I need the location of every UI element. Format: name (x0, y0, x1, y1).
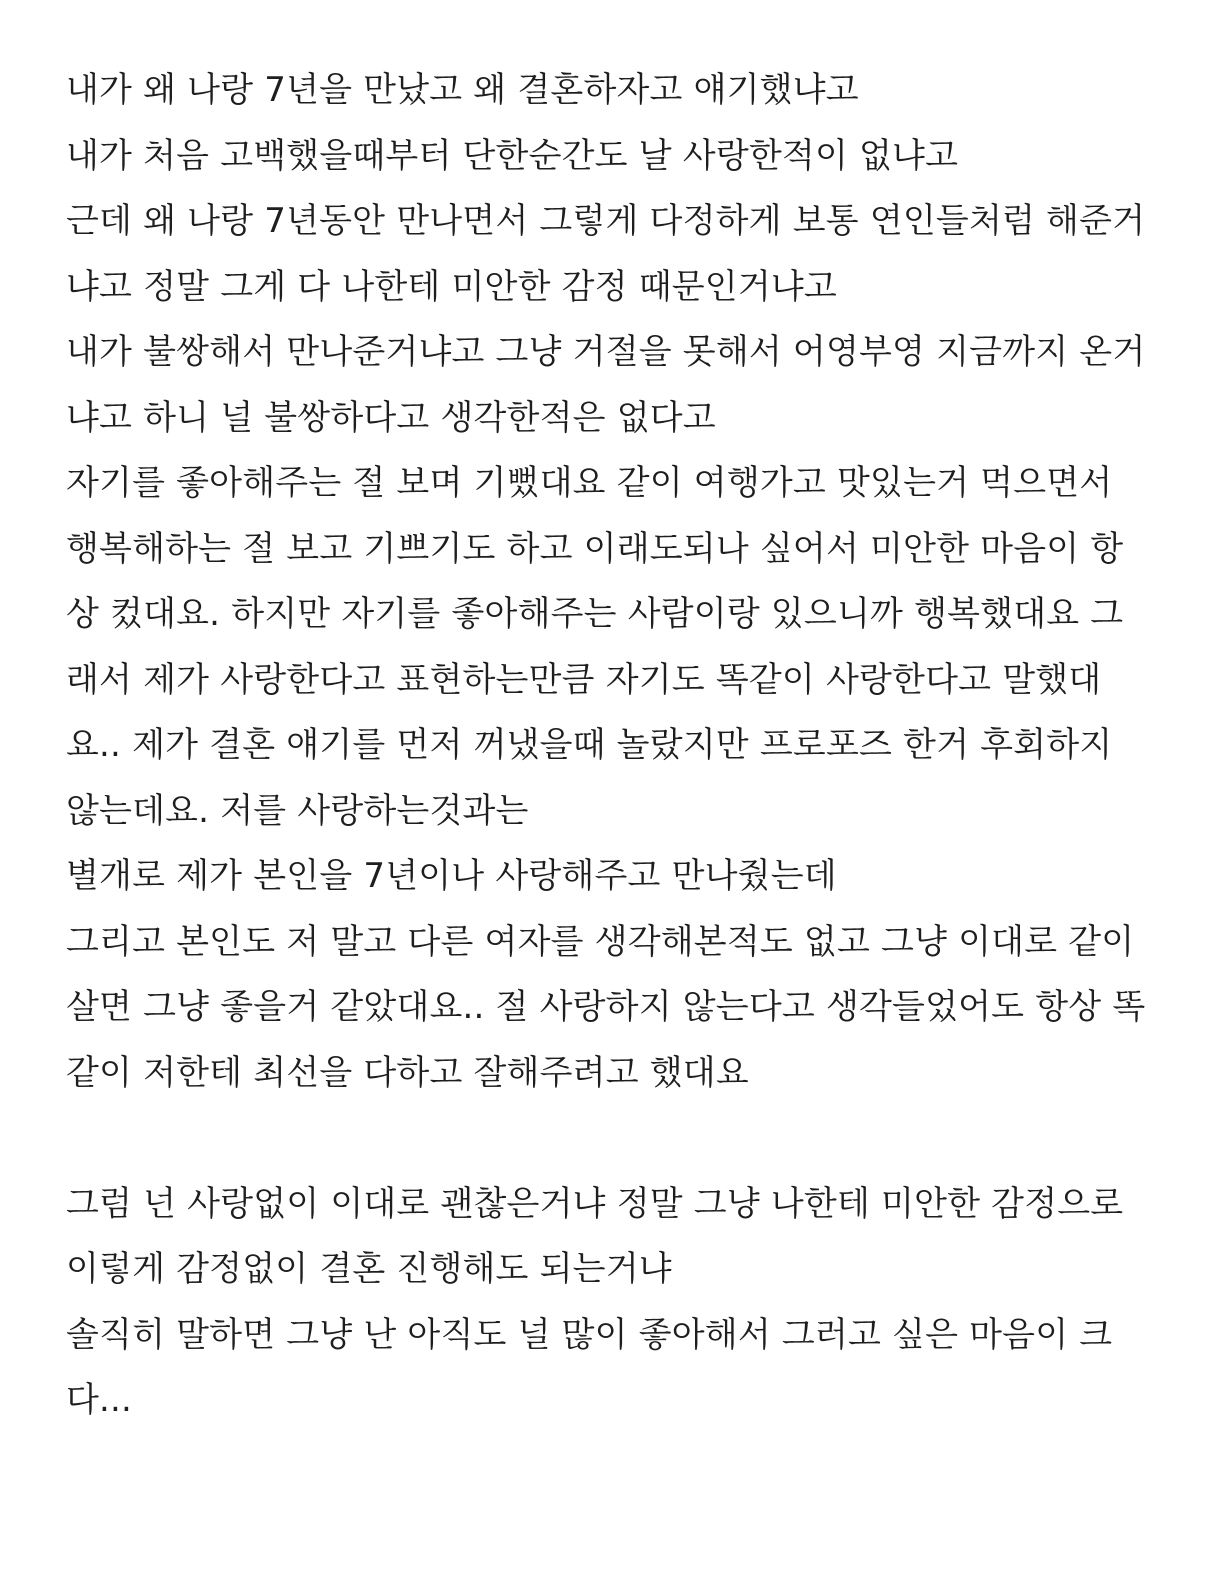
text-line: 솔직히 말하면 그냥 난 아직도 널 많이 좋아해서 그러고 싶은 마음이 크 (66, 1314, 1113, 1355)
paragraph-2 (66, 1172, 1166, 1434)
text-line: 근데 왜 나랑 7년동안 만나면서 그렇게 다정하게 보통 연인들처럼 해준거 (66, 201, 1146, 241)
text-line: 내가 불쌍해서 만나준거냐고 그냥 거절을 못해서 어영부영 지금까지 온거 (66, 332, 1146, 372)
text-line: 않는데요. 저를 사랑하는것과는 (66, 790, 529, 831)
text-line: 자기를 좋아해주는 절 보며 기뻤대요 같이 여행가고 맛있는거 먹으면서 (66, 463, 1113, 503)
text-line: 내가 왜 나랑 7년을 만났고 왜 결혼하자고 얘기했냐고 (66, 70, 859, 110)
text-line: 래서 제가 사랑한다고 표현하는만큼 자기도 똑같이 사랑한다고 말했대 (66, 659, 1102, 700)
paragraph-gap (66, 1106, 1166, 1172)
text-line: 살면 그냥 좋을거 같았대요.. 절 사랑하지 않는다고 생각들었어도 항상 똑 (66, 987, 1146, 1027)
text-line: 요.. 제가 결혼 얘기를 먼저 꺼냈을때 놀랐지만 프로포즈 한거 후회하지 (66, 725, 1113, 765)
text-line: 별개로 제가 본인을 7년이나 사랑해주고 만나줬는데 (66, 856, 837, 896)
text-line: 다... (66, 1380, 133, 1420)
text-line: 행복해하는 절 보고 기쁘기도 하고 이래도되나 싶어서 미안한 마음이 항 (66, 528, 1124, 569)
paragraph-1 (66, 58, 1166, 1106)
text-line: 같이 저한테 최선을 다하고 잘해주려고 했대요 (66, 1052, 749, 1093)
text-line: 내가 처음 고백했을때부터 단한순간도 날 사랑한적이 없냐고 (66, 135, 959, 176)
post-body (66, 58, 1166, 1434)
text-line: 그럼 넌 사랑없이 이대로 괜찮은거냐 정말 그냥 나한테 미안한 감정으로 (66, 1183, 1124, 1224)
text-line: 이렇게 감정없이 결혼 진행해도 되는거냐 (66, 1249, 672, 1289)
text-line: 냐고 정말 그게 다 나한테 미안한 감정 때문인거냐고 (66, 266, 837, 307)
text-line: 상 컸대요. 하지만 자기를 좋아해주는 사람이랑 있으니까 행복했대요 그 (66, 594, 1124, 634)
text-line: 냐고 하니 널 불쌍하다고 생각한적은 없다고 (66, 397, 716, 438)
text-line: 그리고 본인도 저 말고 다른 여자를 생각해본적도 없고 그냥 이대로 같이 (66, 921, 1135, 962)
